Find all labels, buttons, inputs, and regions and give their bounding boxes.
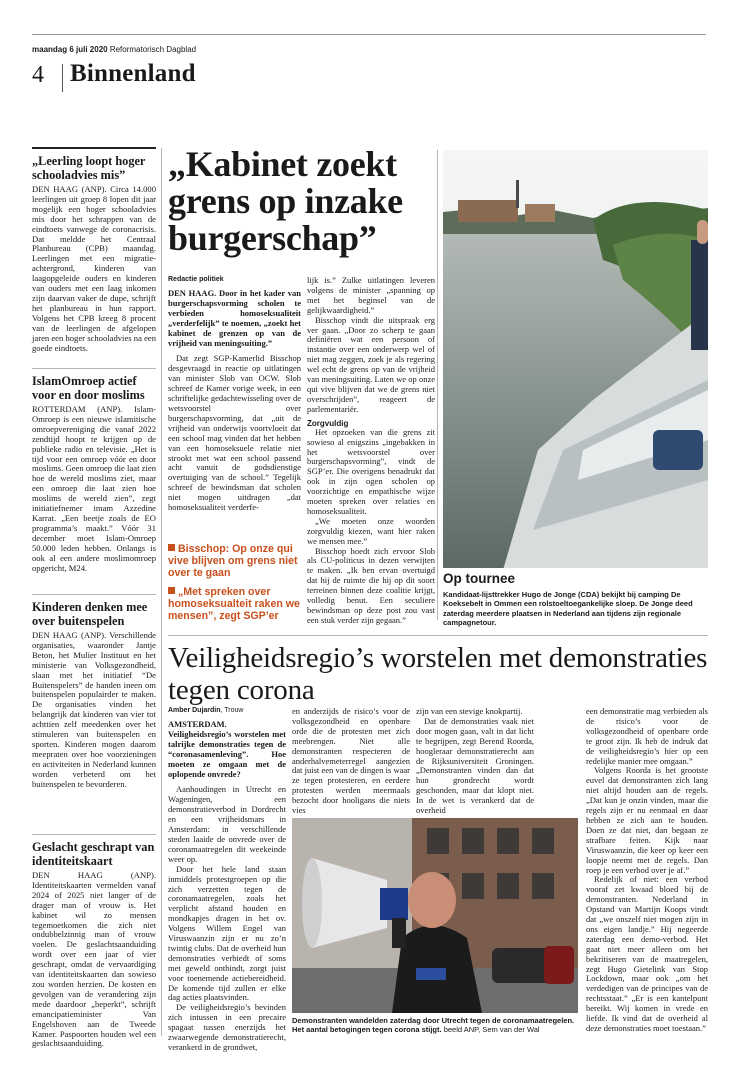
photo2-caption — [292, 1016, 578, 1035]
article2-text: Aanhoudingen in Utrecht en Wageningen, een demonstratieverbod in Dordrecht en een vrijheidsmars in Amsterdam: in verschillende steden laaide de onvrede over de coronamaatregelen dit weekeinde weer op. — [168, 784, 286, 864]
article2-text: Redelijk of niet: een verbod vooraf zet kwaad bloed bij de demonstranten. Nederland in Opstand van Martijn Koops vindt dat „we onszelf niet mogen zijn in ons eigen landje.” Hij negeerde zaterdag een demo-verbod. Het gaat niet meer alleen om het bekritiseren van de maatregelen, zegt Hugo Gietelink van Stop Lockdown, maar ook „om het verdedigen van de principes van de rechtsstaat.” „Er is een kantelpunt bereikt. Wij komen in vrede en liefde. Ik vind dat de overheid al deze demonstraties moet toestaan.” — [586, 874, 708, 1033]
section-title: Binnenland — [70, 60, 196, 87]
brief-title: „Leerling loopt hoger schooladvies mis” — [32, 154, 146, 182]
article1-subhead: Zorgvuldig — [307, 418, 349, 428]
brief-body: DEN HAAG (ANP). Identiteitskaarten vermelden vanaf 2024 of 2025 niet langer of de drager man of vrouw is. Het kabinet wil zo mensen tegemoetkomen die zich niet ondubbelzinnig man of vrouw voelen. De geslachtsaanduiding wordt over een jaar of vier geschrapt, omdat de vervaardiging van identiteitskaarten dan sowieso zou worden herzien. De kosten en gevolgen van de verandering zijn mede daardoor „beperkt”, schrijft emancipatieminister Van Engelshoven aan de Tweede Kamer. Paspoorten houden wel een geslachtsaanduiding. — [32, 870, 156, 1049]
article1-column-1 — [168, 276, 301, 513]
top-rule — [32, 34, 706, 35]
photo2-caption-text: Demonstranten wandelden zaterdag door Utrecht tegen de coronamaatregelen. Het aantal betogingen tegen corona stijgt. — [292, 1016, 575, 1035]
article1-text: Dat zegt SGP-Kamerlid Bisschop desgevraagd in reactie op uitlatingen van minister Slob van OCW. Slob schreef de Kamer vorige week, in een schriftelijke gedachtewisseling over de wetsvoorstel over burgerschapsvorming, dat „uit de vrijheid van onderwijs voortvloeit dat een school mag vinden dat het hebben van een homoseksuele relatie niet strookt met wat een school passend acht vanuit de godsdienstige overtuiging van de school.” Tegelijk schreef de bewindsman dat scholen niet mogen uitdragen „dat homoseksualiteit verderfe- — [168, 353, 301, 513]
article2-text: Door het hele land staan inmiddels protestgroepen op die zich verzetten tegen de coronamaatregelen, zoals het verplicht afstand houden en mondkapjes dragen in het ov. Volgens Willem Engel van Viruswaanzin zijn er nu zo’n twintig clubs. Dat de overheid hun demonstraties verbiedt of soms met geweld ontbindt, zorgt juist voor toenemende actiebereidheid. De komende tijd zullen er elke dag acties plaatsvinden. — [168, 863, 286, 1003]
article1-text: „We moeten onze woorden zorgvuldig kiezen, want hier raken we mensen mee.” — [307, 515, 435, 546]
brief-body: DEN HAAG (ANP). Circa 14.000 leerlingen uit groep 8 lopen dit jaar mogelijk een hoger schooladvies mis door het schrappen van de eindtoets vanwege de coronacrisis. Dat meldde het Centraal Planbureau (CPB) maandag. Leerlingen met een migratie-achtergrond, kinderen van laagopgeleide ouders en kinderen van ouders met een laag inkomen zijn daarvan vaker de dupe, schrijft het planbureau in hun rapport. Volgens het CPB kreeg 8 procent van de leerlingen de afgelopen jaren een hoger schooladvies na een goede eindtoets. — [32, 184, 156, 353]
photo2-credit: beeld ANP, Sem van der Wal — [443, 1025, 540, 1035]
article2-text: Volgens Roorda is het grootste euvel dat demonstranten zich lang niet altijd houden aan de regels. „Dat kun je onzin vinden, maar die regels zijn er nu eenmaal en daar hebben ze zich aan te houden. Doen ze dat niet, dan begaan ze strafbare feiten. Kijk naar Viruswaanzin, die keer op keer een loopje neemt met de regels. Dan roep je een verbod over je af.” — [586, 765, 708, 875]
article1-lead: DEN HAAG. Door in het kader van burgerschapsvorming scholen te verbieden homoseksualiteit „verderfelijk” te noemen, „zoekt het kabinet de grenzen op van de vrijheid van meningsuiting.” — [168, 288, 301, 348]
pullquote-2 — [168, 586, 301, 622]
photo-caption: Kandidaat-lijsttrekker Hugo de Jonge (CDA) bekijkt bij camping De Koeksebelt in Ommen een rolstoeltoegankelijke sloep. De Jonge deed zaterdag meerdere plaatsen in Nederland aan tijdens zijn regionale campagnetour. — [443, 590, 693, 628]
article1-column-rule — [437, 150, 438, 620]
article1-text: Bisschop hoedt zich ervoor Slob als CU-politicus in dezen verwijten te maken. „Ik ben ervan overtuigd dat hij de ruimte die hij op dit soort terreinen binnen deze coalitie krijgt, volledig benut. Een seculiere bewindsman op deze post zou vast een stuk verder zijn gegaan.” — [307, 545, 435, 625]
article1-column-2 — [307, 276, 435, 626]
article2-text: Dat de demonstraties vaak niet door mogen gaan, valt in dat licht te begrijpen, zegt Berend Roorda, hoogleraar demonstratierecht aan de Rijksuniversiteit Groningen. „Demonstranten vinden dan dat hun grondrecht wordt geschonden, maar dat klopt niet. In de wet is verankerd dat de overheid — [416, 715, 534, 816]
brief-title: Geslacht geschrapt van identiteitskaart — [32, 840, 155, 868]
page-number: 4 — [32, 62, 44, 88]
article1-pullquotes — [168, 543, 301, 622]
pullquote-text: Bisschop: Op onze qui vive blijven om grens niet over te gaan — [168, 543, 298, 579]
brief-4 — [32, 840, 156, 1049]
brief-2 — [32, 374, 156, 573]
byline-org: , Trouw — [220, 707, 244, 714]
byline-name: Amber Dujardin — [168, 707, 221, 714]
briefs-column-rule — [161, 148, 162, 1036]
article2-text: De veiligheidsregio’s bevinden zich intussen in een precaire spagaat tussen enerzijds het zwaarwegende demonstratierecht, verankerd in de grondwet, — [168, 1002, 286, 1052]
article-divider — [168, 635, 708, 636]
brief-body: ROTTERDAM (ANP). Islam-Omroep is een nieuwe islamitische omroepvereniging die vanaf 2022 zendtijd hoopt te krijgen op de publieke radio en televisie. „Het is tijd voor een omroep vóór en door moslims. Geen omroep die laat zien hoe de wereld moslims ziet, maar een omroep die laat zien hoe moslims de wereld zien”, zegt initiatiefnemer imam Azzedine Karrat. „Een beetje zoals de EO programma’s maakt.” Vóór 31 december moet Islam-Omroep 50.000 leden hebben. Onlangs is ook al een andere moslimomroep opgericht, M24. — [32, 404, 156, 573]
article2-column-4 — [586, 707, 708, 1034]
brief-divider — [32, 368, 156, 369]
date: maandag 6 juli 2020 — [32, 45, 108, 54]
dateline — [32, 45, 196, 54]
brief-3 — [32, 600, 156, 790]
brief-divider — [32, 594, 156, 595]
article2-text: zijn van een stevige knokpartij. — [416, 706, 523, 716]
article2-lead: AMSTERDAM. Veiligheidsregio’s worstelen met talrijke demonstraties tegen de “coronasamenleving”. Hoe moeten ze omgaan met de oplopende onvrede? — [168, 719, 286, 779]
brief-title: Kinderen denken mee over buitenspelen — [32, 600, 148, 628]
article1-byline: Redactie politiek — [168, 276, 224, 283]
article1-text: Bisschop vindt die uitspraak erg ver gaan. „Door zo scherp te gaan definiëren wat een persoon of instantie over een onderwerp wel of niet mag zeggen, zoek je als regering wel echt de grens op van de vrijheid van meningsuiting. Laten we op onze qui vive blijven dat we de grens niet overschrijden”, reageert de parlementariër. — [307, 314, 435, 414]
brief-1 — [32, 154, 156, 353]
demonstration-photo — [292, 818, 578, 1013]
quote-marker-icon — [168, 587, 175, 594]
quote-marker-icon — [168, 544, 175, 551]
pullquote-text: „Met spreken over homoseksualteit raken we mensen”, zegt SGP’er — [168, 586, 300, 622]
article1-text: lijk is.” Zulke uitlatingen leveren volgens de minister „spanning op met het beginsel van de gelijkwaardigheid.” — [307, 275, 435, 315]
article2-text: en anderzijds de risico’s voor de volksgezondheid en openbare orde die de protesten met zich meebrengen. Niet alle demonstranten respecteren de anderhalvemeterregel aangezien dat juist een van de dingen is waar ze tegen protesteren, en eerdere protesten werden meermaals bezocht door hooligans die niets vies — [292, 706, 410, 816]
article2-text: een demonstratie mag verbieden als de risico’s voor de volksgezondheid of openbare orde te groot zijn. Ik heb de indruk dat de veiligheidsregio’s hier op een redelijke manier mee omgaan.” — [586, 706, 708, 766]
brief-divider — [32, 834, 156, 835]
article1-headline: „Kabinet zoekt grens op inzake burgerschap” — [168, 144, 403, 258]
page-divider — [62, 64, 63, 92]
boat-photo — [443, 150, 708, 568]
article2-column-3 — [416, 707, 534, 816]
briefs-top-rule — [32, 147, 156, 149]
article2-headline: Veiligheidsregio’s worstelen met demonstraties tegen corona — [168, 642, 708, 706]
article2-column-2 — [292, 707, 410, 816]
paper-name: Reformatorisch Dagblad — [109, 45, 197, 54]
brief-title: IslamOmroep actief voor en door moslims — [32, 374, 145, 402]
article1-text: Het opzoeken van die grens zit sowieso al enigszins „ingebakken in het wetsvoorstel over burgerschapsvorming”, vindt de SGP’er. Die overigens benadrukt dat ook in zijn ogen scholen op voorzichtige en empathische wijze moeten spreken over relaties en homoseksualiteit. — [307, 426, 435, 516]
article2-column-1 — [168, 707, 286, 1053]
pullquote-1 — [168, 543, 301, 579]
brief-body: DEN HAAG (ANP). Verschillende organisaties, waaronder Jantje Beton, het Mulier Instituut en het ministerie van Volksgezondheid, slaan met het initiatief “De Buitenspelers” de handen ineen om buitenspelen populairder te maken. De organisaties vinden het belangrijk dat kinderen van vier tot achttien zelf meedenken over het stimuleren van buitenspelen en sporten. Kinderen mogen daarom meepraten over hoe voorzieningen en activiteiten in Nederland kunnen worden verbeterd om het buitenspelen te bevorderen. — [32, 630, 156, 789]
article2-byline — [168, 707, 286, 714]
photo-title: Op tournee — [443, 571, 516, 586]
